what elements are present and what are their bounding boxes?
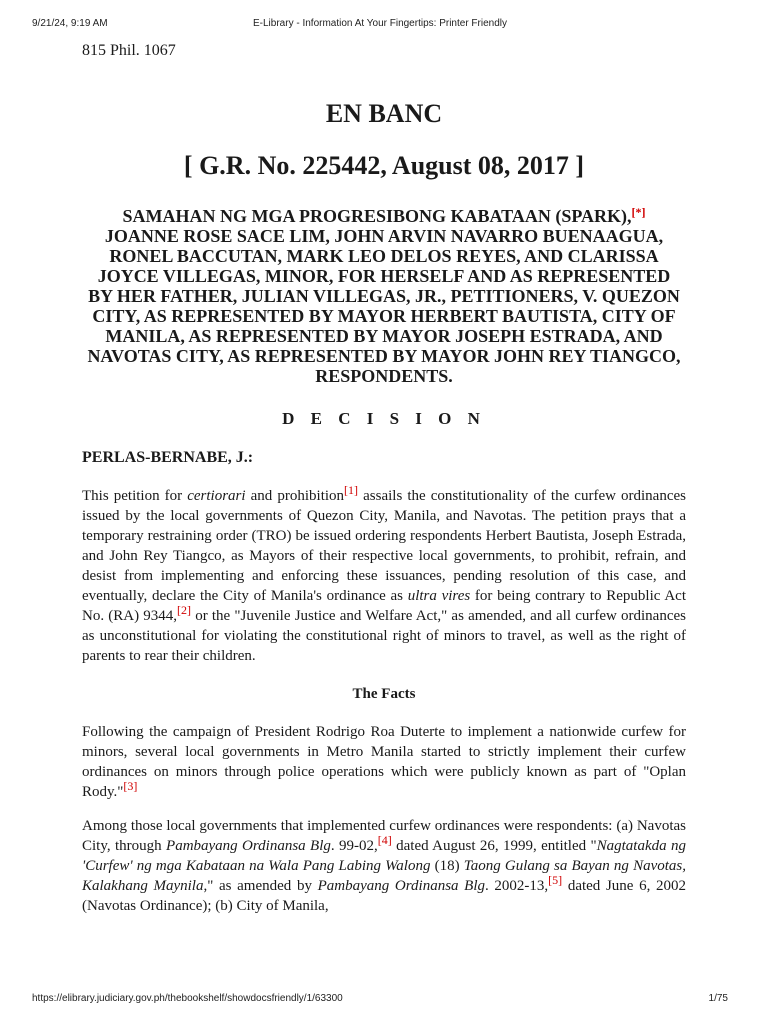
footnote-link-1[interactable]: [1]: [344, 483, 359, 497]
italic-run: Pambayang Ordinansa Blg: [166, 838, 331, 854]
footnote-link-5[interactable]: [5]: [548, 873, 563, 887]
footnote-ref-2[interactable]: [177, 603, 191, 617]
footnote-link-4[interactable]: [4]: [377, 833, 392, 847]
text-run: assails the constitutionality of the curfew ordinances issued by the local governments of Quezon City, Manila, and Navotas. The petition prays that a temporary restraining order (TRO) be issued ordering respondents Herbert Bautista, Joseph Estrada, and John Rey Tiangco, as Mayors of their respective local governments, to prohibit, refrain, and desist from implementing and enforcing these issuances, pending resolution of this case, and eventually, declare the City of Manila's ordinance as: [82, 488, 686, 604]
footnote-ref-star[interactable]: [632, 205, 646, 219]
division-heading: EN BANC: [325, 99, 443, 128]
text-run: and prohibition: [245, 488, 345, 504]
document-body: [82, 40, 686, 916]
footnote-ref-4[interactable]: [378, 833, 392, 847]
case-citation: 815 Phil. 1067: [82, 42, 176, 59]
text-run: This petition for: [82, 488, 188, 504]
text-run: ," as amended by: [203, 878, 318, 894]
italic-run: certiorari: [187, 488, 246, 504]
text-run: Following the campaign of President Rodrigo Roa Duterte to implement a nationwide curfew for minors, several local governments in Metro Manila started to strictly implement their curfew ordinances on minors through police operations which were publicly known as part of "Oplan Rody.": [82, 724, 686, 800]
text-run: (18): [430, 858, 464, 874]
print-timestamp: 9/21/24, 9:19 AM: [32, 18, 108, 29]
footnote-link-star[interactable]: [*]: [631, 205, 646, 219]
text-run: dated June 6, 2002 (Navotas Ordinance); (b) City of Manila,: [82, 878, 687, 914]
parties-rest: JOANNE ROSE SACE LIM, JOHN ARVIN NAVARRO BUENAAGUA, RONEL BACCUTAN, MARK LEO DELOS REYES, AND CLARISSA JOYCE VILLEGAS, MINOR, FOR HERSELF AND AS REPRESENTED BY HER FATHER, JULIAN VILLEGAS, JR., PETITIONERS, V. QUEZON CITY, AS REPRESENTED BY MAYOR HERBERT BAUTISTA, CITY OF MANILA, AS REPRESENTED BY MAYOR JOSEPH ESTRADA, AND NAVOTAS CITY, AS REPRESENTED BY MAYOR JOHN REY TIANGCO, RESPONDENTS.: [87, 226, 681, 386]
print-page-title: E-Library - Information At Your Fingertips: Printer Friendly: [253, 18, 507, 29]
print-url: https://elibrary.judiciary.gov.ph/thebookshelf/showdocsfriendly/1/63300: [32, 993, 343, 1004]
print-footer: [32, 993, 728, 1007]
decision-heading: D E C I S I O N: [282, 409, 486, 428]
footnote-link-2[interactable]: [2]: [177, 603, 192, 617]
italic-run: Nagtatakda ng 'Curfew' ng mga Kabataan na Wala Pang Labing Walong: [82, 838, 686, 874]
section-heading-facts: The Facts: [352, 686, 416, 702]
text-run: . 2002-13,: [485, 878, 549, 894]
text-run: dated August 26, 1999, entitled ": [391, 838, 597, 854]
parties-first-line: SAMAHAN NG MGA PROGRESIBONG KABATAAN (SPARK),: [122, 206, 632, 226]
text-run: for being contrary to Republic Act No. (RA) 9344,: [82, 588, 686, 624]
italic-run: ultra vires: [407, 588, 471, 604]
gr-number-heading: [ G.R. No. 225442, August 08, 2017 ]: [183, 151, 585, 180]
paragraph-2: [82, 722, 686, 802]
ponente: PERLAS-BERNABE, J.:: [82, 449, 254, 466]
paragraph-3: [82, 816, 686, 916]
footnote-ref-1[interactable]: [344, 483, 358, 497]
text-run: or the "Juvenile Justice and Welfare Act," as amended, and all curfew ordinances as unconstitutional for violating the constitutional right of minors to travel, as well as the right of parents to rear their children.: [82, 608, 686, 664]
footnote-ref-5[interactable]: [548, 873, 562, 887]
paragraph-1: [82, 483, 686, 666]
text-run: Among those local governments that implemented curfew ordinances were respondents: (a) Navotas City, through: [82, 818, 686, 854]
footnote-link-3[interactable]: [3]: [123, 779, 138, 793]
page-number: 1/75: [708, 993, 728, 1004]
case-parties: [82, 206, 686, 386]
footnote-ref-3[interactable]: [123, 779, 137, 793]
italic-run: Pambayang Ordinansa Blg: [317, 878, 486, 894]
text-run: . 99-02,: [330, 838, 378, 854]
italic-run: Taong Gulang sa Bayan ng Navotas, Kalakhang Maynila: [82, 858, 686, 894]
print-header: [32, 18, 728, 32]
